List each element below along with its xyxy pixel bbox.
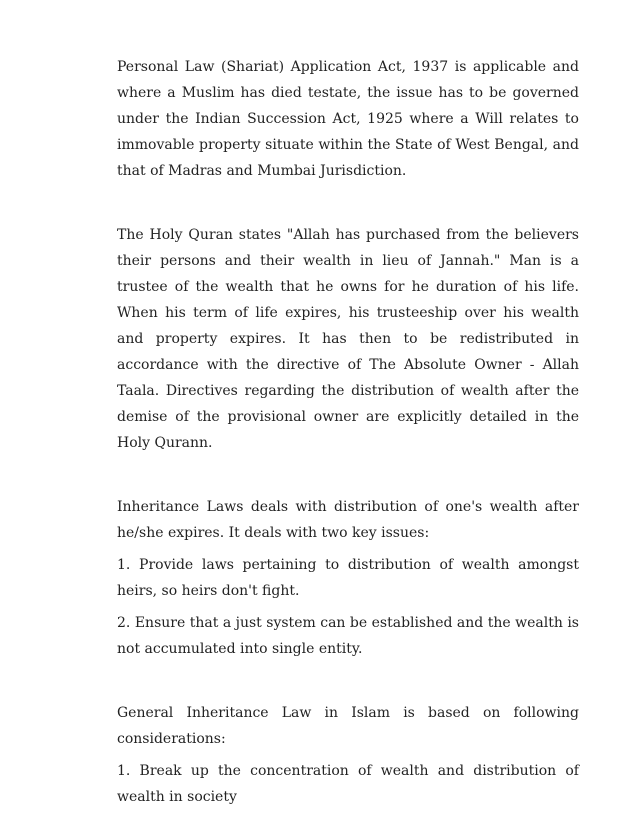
paragraph-shariat-act: Personal Law (Shariat) Application Act, 1937 is applicable and where a Muslim has died testate, the issue has to be governed under the Indian Succession Act, 1925 where a Will relates to immovable property situate within the State of West Bengal, and that of Madras and Mumbai Jurisdiction. — [117, 59, 579, 179]
list-item-just-system: 2. Ensure that a just system can be established and the wealth is not accumulated into single entity. — [117, 615, 579, 657]
paragraph-spacer — [117, 456, 579, 494]
list-item-provide-laws: 1. Provide laws pertaining to distribution of wealth amongst heirs, so heirs don't fight. — [117, 557, 579, 599]
paragraph-inheritance-laws: Inheritance Laws deals with distribution of one's wealth after he/she expires. It deals with two key issues: — [117, 499, 579, 541]
paragraph-holy-quran: The Holy Quran states "Allah has purchased from the believers their persons and their wealth in lieu of Jannah." Man is a trustee of the wealth that he owns for he duration of his life. When his term of life expires, his trusteeship over his wealth and property expires. It has then to be redistributed in accordance with the directive of The Absolute Owner - Allah Taala. Directives regarding the distribution of wealth after the demise of the provisional owner are explicitly detailed in the Holy Qurann. — [117, 227, 579, 451]
document-page — [117, 54, 579, 810]
paragraph-spacer — [117, 184, 579, 222]
paragraph-spacer — [117, 662, 579, 700]
list-item-break-concentration: 1. Break up the concentration of wealth and distribution of wealth in society — [117, 763, 579, 805]
paragraph-general-inheritance: General Inheritance Law in Islam is based on following considerations: — [117, 705, 579, 747]
